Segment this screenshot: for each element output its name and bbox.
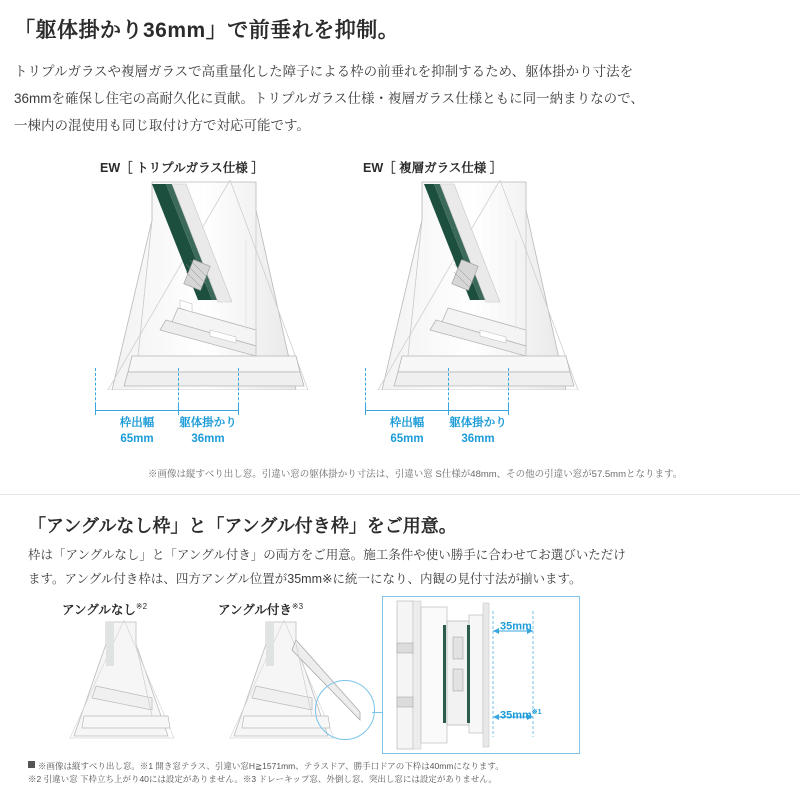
figure3-caption-sup: ※2 xyxy=(135,601,148,611)
figure1-dim2-value: 36mm xyxy=(191,432,225,445)
detail-box-svg xyxy=(383,597,579,753)
footnote-1-text: ※画像は縦すべり出し窓。※1 開き窓テラス、引違い窓H≧1571mm、テラスドア、勝手口ドアの下枠は40mmになります。 xyxy=(38,761,504,771)
figure2-dim2-label: 躯体掛かり xyxy=(449,417,507,429)
figure4-caption-text: アングル付き xyxy=(218,603,292,617)
figure2-dim2-value: 36mm xyxy=(461,432,495,445)
detail-dim-bottom-sup: ※1 xyxy=(531,709,542,716)
figure2-svg xyxy=(330,180,630,390)
figure3-svg xyxy=(40,620,210,740)
figure4-caption xyxy=(218,600,303,618)
section2-body: 枠は「アングルなし」と「アングル付き」の両方をご用意。施工条件や使い勝手に合わせてお選びいただけます。アングル付き枠は、四方アングル位置が35mm※に統一になり、内観の見付寸法が揃います。 xyxy=(28,548,626,587)
detail-callout-circle xyxy=(315,680,375,740)
section1-title: 「躯体掛かり36mm」で前垂れを抑制。 xyxy=(14,19,400,42)
section2-title: 「アングルなし枠」と「アングル付き枠」をご用意。 xyxy=(28,516,457,536)
footnote-line-2: ※2 引違い窓 下枠立ち上がり40には設定がありません。※3 ドレーキップ窓、外倒し窓、突出し窓には設定がありません。 xyxy=(28,774,497,785)
figure2-caption: EW［ 複層ガラス仕様 ］ xyxy=(363,161,503,175)
footnote-line-1 xyxy=(28,760,504,773)
figure1-dim2-label: 躯体掛かり xyxy=(179,417,237,429)
detail-box xyxy=(382,596,580,754)
figure3-caption xyxy=(62,600,147,618)
section2-footnotes xyxy=(28,760,504,786)
section1-note: ※画像は縦すべり出し窓。引違い窓の躯体掛かり寸法は、引違い窓 S仕様が48mm、その他の引違い窓が57.5mmとなります。 xyxy=(148,469,683,480)
detail-dim-bottom-value: 35mm xyxy=(500,709,532,722)
detail-dim-top-value: 35mm xyxy=(500,620,532,633)
figure2-drawing xyxy=(330,180,630,390)
figure1-drawing xyxy=(60,180,360,390)
figure2-dimensions xyxy=(330,368,630,458)
detail-dim-bottom xyxy=(500,708,542,722)
section1-body: トリプルガラスや複層ガラスで高重量化した障子による枠の前垂れを抑制するため、躯体掛かり寸法を36mmを確保し住宅の高耐久化に貢献。トリプルガラス仕様・複層ガラス仕様ともに同一納まりなので、一棟内の混使用も同じ取付け方で対応可能です。 xyxy=(14,64,644,133)
figure1-dim1-value: 65mm xyxy=(120,432,154,445)
figure2-dim1-value: 65mm xyxy=(390,432,424,445)
figure1-svg xyxy=(60,180,360,390)
figure3-caption-text: アングルなし xyxy=(62,603,136,617)
figure2-dim1-label: 枠出幅 xyxy=(389,417,425,429)
detail-dim-top xyxy=(500,620,532,633)
figure1-caption: EW［ トリプルガラス仕様 ］ xyxy=(100,161,264,175)
figure4-caption-sup: ※3 xyxy=(291,601,304,611)
figure3-drawing xyxy=(40,620,210,740)
figure1-dim1-label: 枠出幅 xyxy=(119,417,155,429)
footnote-bullet-icon xyxy=(28,761,35,768)
figure1-dimensions xyxy=(60,368,360,458)
section-divider xyxy=(0,494,800,495)
